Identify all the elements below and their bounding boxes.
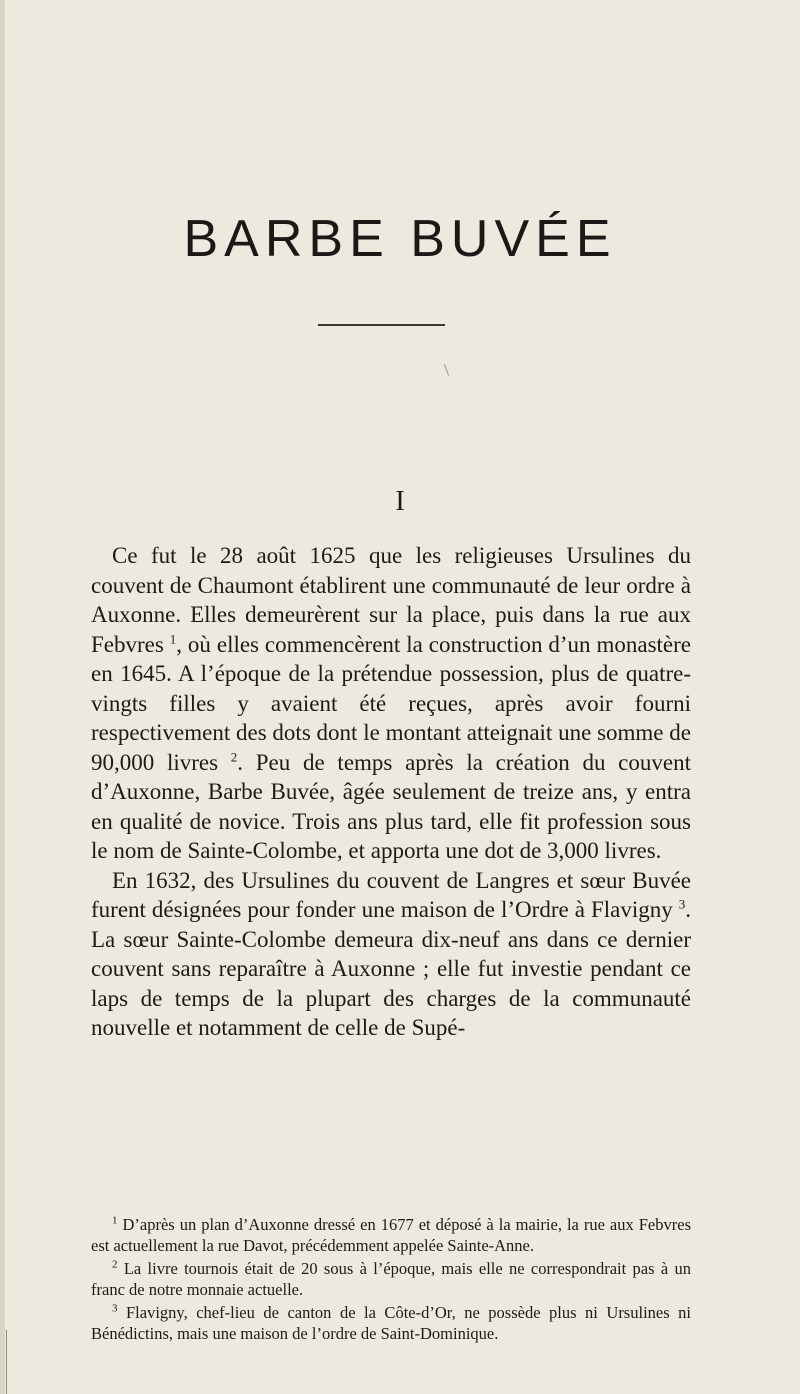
footnote-text: La livre tournois était de 20 sous à l’époque, mais elle ne correspondrait pas à un franc de notre monnaie actuelle.	[91, 1259, 691, 1299]
footnote	[91, 1259, 691, 1300]
footnote-reference: 2	[230, 748, 238, 764]
section-number: I	[395, 486, 405, 517]
paragraph-text: Ce fut le 28 août 1625 que les religieuses Ursulines du couvent de Chaumont établirent une communauté de leur ordre à Auxonne. Elles demeurèrent sur la place, puis dans la rue aux Febvres	[91, 543, 691, 657]
footnotes	[91, 1215, 691, 1347]
ink-mark	[444, 364, 449, 376]
title-divider	[318, 324, 445, 326]
body-text	[91, 541, 691, 1043]
footnote-marker: 2	[112, 1258, 118, 1271]
footnote-text: Flavigny, chef-lieu de canton de la Côte-d’Or, ne possède plus ni Ursulines ni Bénédictins, mais une maison de l’ordre de Saint-Dominique.	[91, 1303, 691, 1343]
footnote	[91, 1303, 691, 1344]
footnote-reference: 3	[678, 896, 686, 912]
paragraph	[91, 866, 691, 1043]
chapter-title: BARBE BUVÉE	[183, 209, 617, 268]
paragraph-text: , où elles commencèrent la construction d’un monastère en 1645.	[91, 631, 691, 686]
paragraph-text: A l’époque de la prétendue possession, plus de quatre-vingts filles y avaient été reçues, après avoir fourni respectivement des dots dont le montant atteignait une somme de 90,000 livres	[91, 661, 691, 775]
paragraph-text: . La sœur Sainte-Colombe demeura dix-neuf ans dans ce dernier couvent sans reparaître à Auxonne ; elle fut investie pendant ce laps de temps de la plupart des charges de la communauté nouvelle et notamment de celle de Supé-	[91, 897, 691, 1040]
footnote-reference: 1	[169, 630, 177, 646]
footnote-text: D’après un plan d’Auxonne dressé en 1677 et déposé à la mairie, la rue aux Febvres est actuellement la rue Davot, précédemment appelée Sainte-Anne.	[91, 1215, 691, 1255]
footnote-marker: 1	[112, 1214, 118, 1227]
page-fold-mark	[6, 1330, 7, 1394]
footnote	[91, 1215, 691, 1256]
footnote-marker: 3	[112, 1302, 118, 1315]
paragraph-text: . Peu de temps après la création du couvent d’Auxonne, Barbe Buvée, âgée seulement de treize ans, y entra en qualité de novice. Trois ans plus tard, elle fit profession sous le nom de Sainte-Colombe, et apporta une dot de 3,000 livres.	[91, 749, 691, 863]
paragraph	[91, 541, 691, 866]
paragraph-text: En 1632, des Ursulines du couvent de Langres et sœur Buvée furent désignées pour fonder une maison de l’Ordre à Flavigny	[91, 867, 691, 922]
